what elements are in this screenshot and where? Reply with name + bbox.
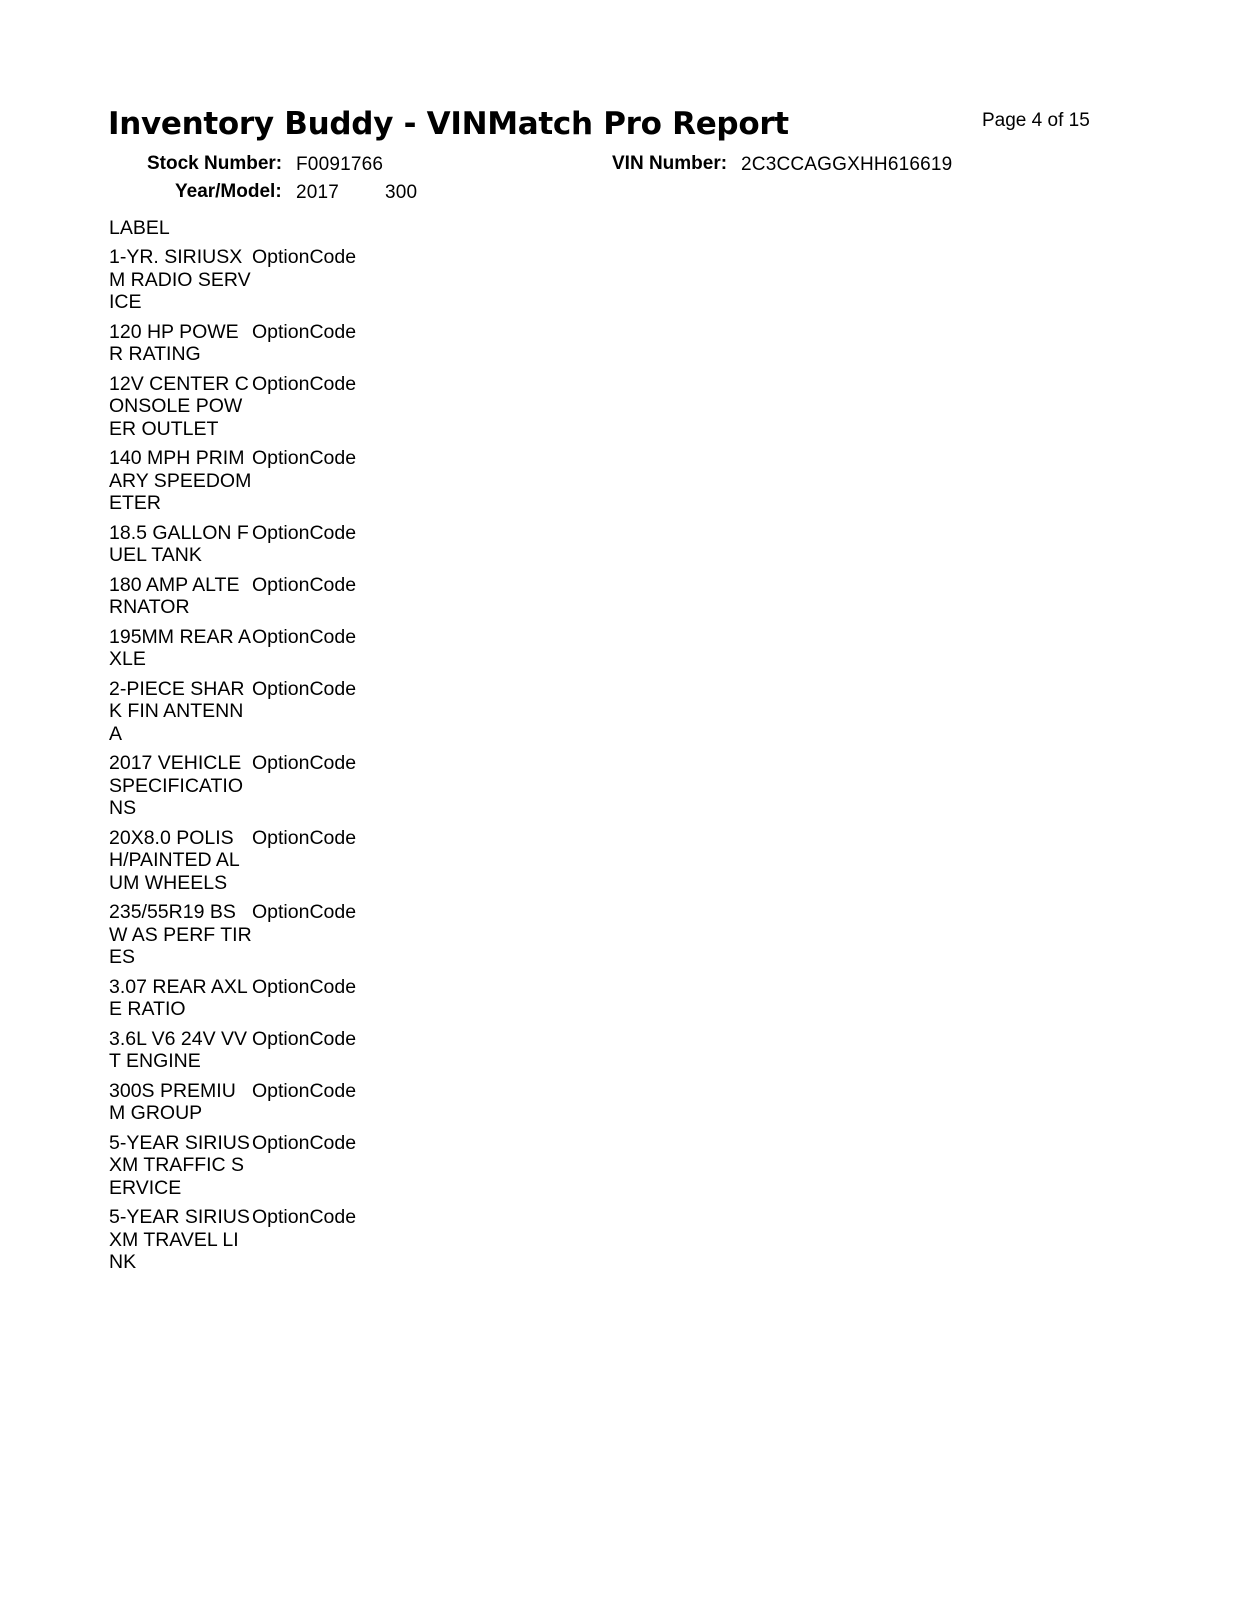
option-label: 3.6L V6 24V VVT ENGINE [109, 1027, 248, 1072]
option-row [109, 626, 356, 671]
option-type: OptionCode [252, 826, 357, 849]
option-row [109, 373, 356, 441]
option-list [109, 246, 356, 1281]
option-label: 120 HP POWER RATING [109, 320, 239, 365]
option-row [109, 522, 356, 567]
vin-number-label: VIN Number: [612, 153, 728, 174]
option-type: OptionCode [252, 320, 357, 343]
option-label: 18.5 GALLON FUEL TANK [109, 521, 249, 566]
option-type: OptionCode [252, 901, 357, 923]
option-type: OptionCode [252, 573, 357, 596]
option-row [109, 574, 356, 619]
option-label: 3.07 REAR AXLE RATIO [109, 975, 248, 1020]
option-row [109, 901, 356, 969]
year-value: 2017 [296, 182, 340, 203]
year-model-label: Year/Model: [175, 181, 282, 202]
option-label: 2017 VEHICLE SPECIFICATIONS [109, 752, 243, 819]
option-type: OptionCode [252, 1131, 357, 1154]
stock-number-value: F0091766 [296, 154, 384, 175]
vin-number-value: 2C3CCAGGXHH616619 [741, 154, 953, 175]
option-type: OptionCode [252, 1027, 357, 1050]
option-type: OptionCode [252, 625, 357, 648]
label-column-header: LABEL [109, 217, 170, 239]
option-label: 2-PIECE SHARK FIN ANTENNA [109, 677, 245, 745]
option-type: OptionCode [252, 677, 357, 700]
option-row [109, 678, 356, 746]
option-row [109, 321, 356, 366]
option-type: OptionCode [252, 752, 357, 774]
stock-number-label: Stock Number: [147, 153, 283, 174]
option-type: OptionCode [252, 1206, 357, 1228]
option-label: 5-YEAR SIRIUSXM TRAVEL LINK [109, 1206, 250, 1273]
option-type: OptionCode [252, 372, 357, 395]
option-row [109, 246, 356, 314]
model-value: 300 [385, 182, 418, 203]
option-row [109, 752, 356, 820]
option-row [109, 447, 356, 515]
option-row [109, 1080, 356, 1125]
option-row [109, 976, 356, 1021]
option-type: OptionCode [252, 246, 357, 268]
option-label: 300S PREMIUM GROUP [109, 1079, 236, 1124]
option-type: OptionCode [252, 521, 357, 544]
option-row [109, 1206, 356, 1274]
report-title: Inventory Buddy - VINMatch Pro Report [108, 106, 789, 142]
option-label: 20X8.0 POLISH/PAINTED ALUM WHEELS [109, 826, 240, 894]
option-type: OptionCode [252, 975, 357, 998]
option-label: 180 AMP ALTERNATOR [109, 573, 240, 618]
option-label: 235/55R19 BSW AS PERF TIRES [109, 901, 252, 968]
option-type: OptionCode [252, 1079, 357, 1102]
option-label: 195MM REAR AXLE [109, 625, 251, 670]
option-label: 140 MPH PRIMARY SPEEDOMETER [109, 447, 252, 514]
option-label: 5-YEAR SIRIUSXM TRAFFIC SERVICE [109, 1131, 250, 1199]
option-label: 1-YR. SIRIUSXM RADIO SERVICE [109, 246, 251, 313]
option-row [109, 1028, 356, 1073]
option-label: 12V CENTER CONSOLE POWER OUTLET [109, 372, 249, 440]
option-row [109, 827, 356, 895]
page-number: Page 4 of 15 [982, 110, 1090, 131]
option-type: OptionCode [252, 447, 357, 469]
option-row [109, 1132, 356, 1200]
